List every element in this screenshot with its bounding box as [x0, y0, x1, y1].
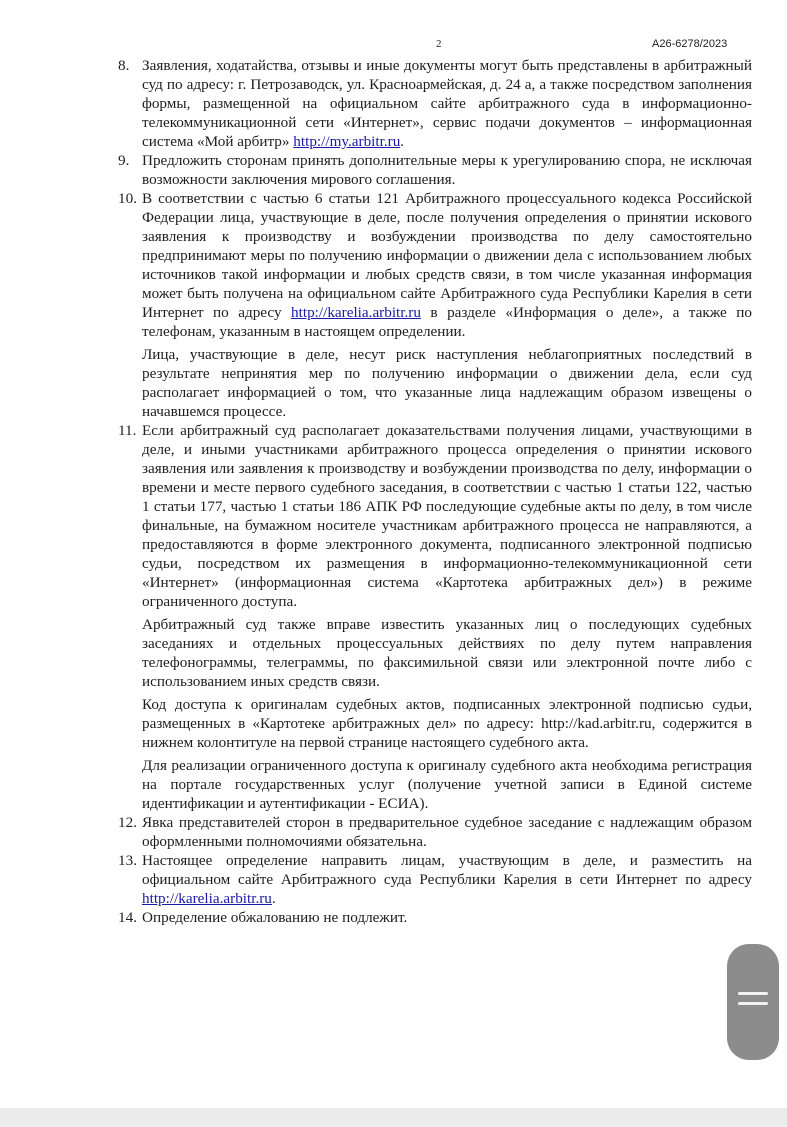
- document-body: [118, 56, 752, 927]
- karelia-arbitr-link[interactable]: http://karelia.arbitr.ru: [142, 890, 272, 907]
- grip-line-icon: [738, 992, 768, 995]
- list-item-12: [118, 813, 752, 851]
- item-paragraph: Для реализации ограниченного доступа к оригиналу судебного акта необходима регистрация на портале государственных услуг (получение учетной записи в Единой системе идентификации и аутентификации - ЕСИА).: [142, 757, 752, 812]
- case-number: А26-6278/2023: [652, 38, 728, 50]
- karelia-arbitr-link[interactable]: http://karelia.arbitr.ru: [291, 304, 421, 321]
- item-text: Явка представителей сторон в предварительное судебное заседание с надлежащим образом оформленными полномочиями обязательна.: [142, 814, 752, 850]
- item-text: В соответствии с частью 6 статьи 121 Арбитражного процессуального кодекса Российской Федерации лица, участвующие в деле, после получения определения о принятии искового заявления к производству и возбуждении производства по делу самостоятельно предпринимают меры по получению информации о движении дела с использованием любых источников такой информации и любых средств связи, в том числе указанная информация может быть получена на официальном сайте Арбитражного суда Республики Карелия в сети Интернет по адресу http://karelia.arbitr.ru в разделе «Информация о деле», а также по телефонам, указанным в настоящем определении.: [142, 190, 752, 340]
- viewer-bottom-bar: [0, 1108, 787, 1127]
- page-number: 2: [436, 38, 442, 50]
- item-paragraph: Код доступа к оригиналам судебных актов, подписанных электронной подписью судьи, размещенных в «Картотеке арбитражных дел» по адресу: http://kad.arbitr.ru, содержится в нижнем колонтитуле на первой странице настоящего судебного акта.: [142, 696, 752, 751]
- list-item-14: [118, 908, 752, 927]
- item-number: 9.: [118, 152, 130, 169]
- list-item-10: [118, 189, 752, 421]
- item-text: Предложить сторонам принять дополнительные меры к урегулированию спора, не исключая возможности заключения мирового соглашения.: [142, 152, 752, 188]
- item-number: 14.: [118, 909, 137, 926]
- item-text: Заявления, ходатайства, отзывы и иные документы могут быть представлены в арбитражный суд по адресу: г. Петрозаводск, ул. Красноармейская, д. 24 а, а также посредством заполнения формы, размещенной на официальном сайте арбитражного суда в информационно-телекоммуникационной сети «Интернет», сервис подачи документов – информационная система «Мой арбитр» http://my.arbitr.ru.: [142, 57, 752, 150]
- item-text: Если арбитражный суд располагает доказательствами получения лицами, участвующими в деле, и иными участниками арбитражного процесса определения о принятии искового заявления или заявления к производству и возбуждении производства по делу, информации о времени и месте первого судебного заседания, в соответствии с частью 1 статьи 122, частью 1 статьи 177, частью 1 статьи 186 АПК РФ последующие судебные акты по делу, в том числе финальные, на бумажном носителе участникам арбитражного процесса не направляются, а предоставляются в форме электронного документа, подписанного электронной подписью судьи, посредством их размещения в информационно-телекоммуникационной сети «Интернет» (информационная система «Картотека арбитражных дел») в режиме ограниченного доступа.: [142, 422, 752, 610]
- item-paragraph: Лица, участвующие в деле, несут риск наступления неблагоприятных последствий в результате непринятия мер по получению информации о движении дела, если суд располагает информацией о том, что указанные лица надлежащим образом извещены о начавшемся процессе.: [142, 346, 752, 420]
- item-number: 11.: [118, 422, 137, 439]
- item-number: 10.: [118, 190, 137, 207]
- item-text: Определение обжалованию не подлежит.: [142, 909, 408, 926]
- list-item-8: [118, 56, 752, 151]
- list-item-9: [118, 151, 752, 189]
- item-number: 8.: [118, 57, 130, 74]
- list-item-11: [118, 421, 752, 813]
- item-text: Настоящее определение направить лицам, участвующим в деле, и разместить на официальном сайте Арбитражного суда Республики Карелия в сети Интернет по адресу http://karelia.arbitr.ru.: [142, 852, 752, 907]
- item-number: 13.: [118, 852, 137, 869]
- list-item-13: [118, 851, 752, 908]
- grip-line-icon: [738, 1002, 768, 1005]
- item-paragraph: Арбитражный суд также вправе известить указанных лиц о последующих судебных заседаниях и отдельных процессуальных действиях по делу путем направления телефонограммы, телеграммы, по факсимильной связи или электронной почте либо с использованием иных средств связи.: [142, 616, 752, 690]
- scroll-handle[interactable]: [727, 944, 779, 1060]
- my-arbitr-link[interactable]: http://my.arbitr.ru: [293, 133, 401, 150]
- item-number: 12.: [118, 814, 137, 831]
